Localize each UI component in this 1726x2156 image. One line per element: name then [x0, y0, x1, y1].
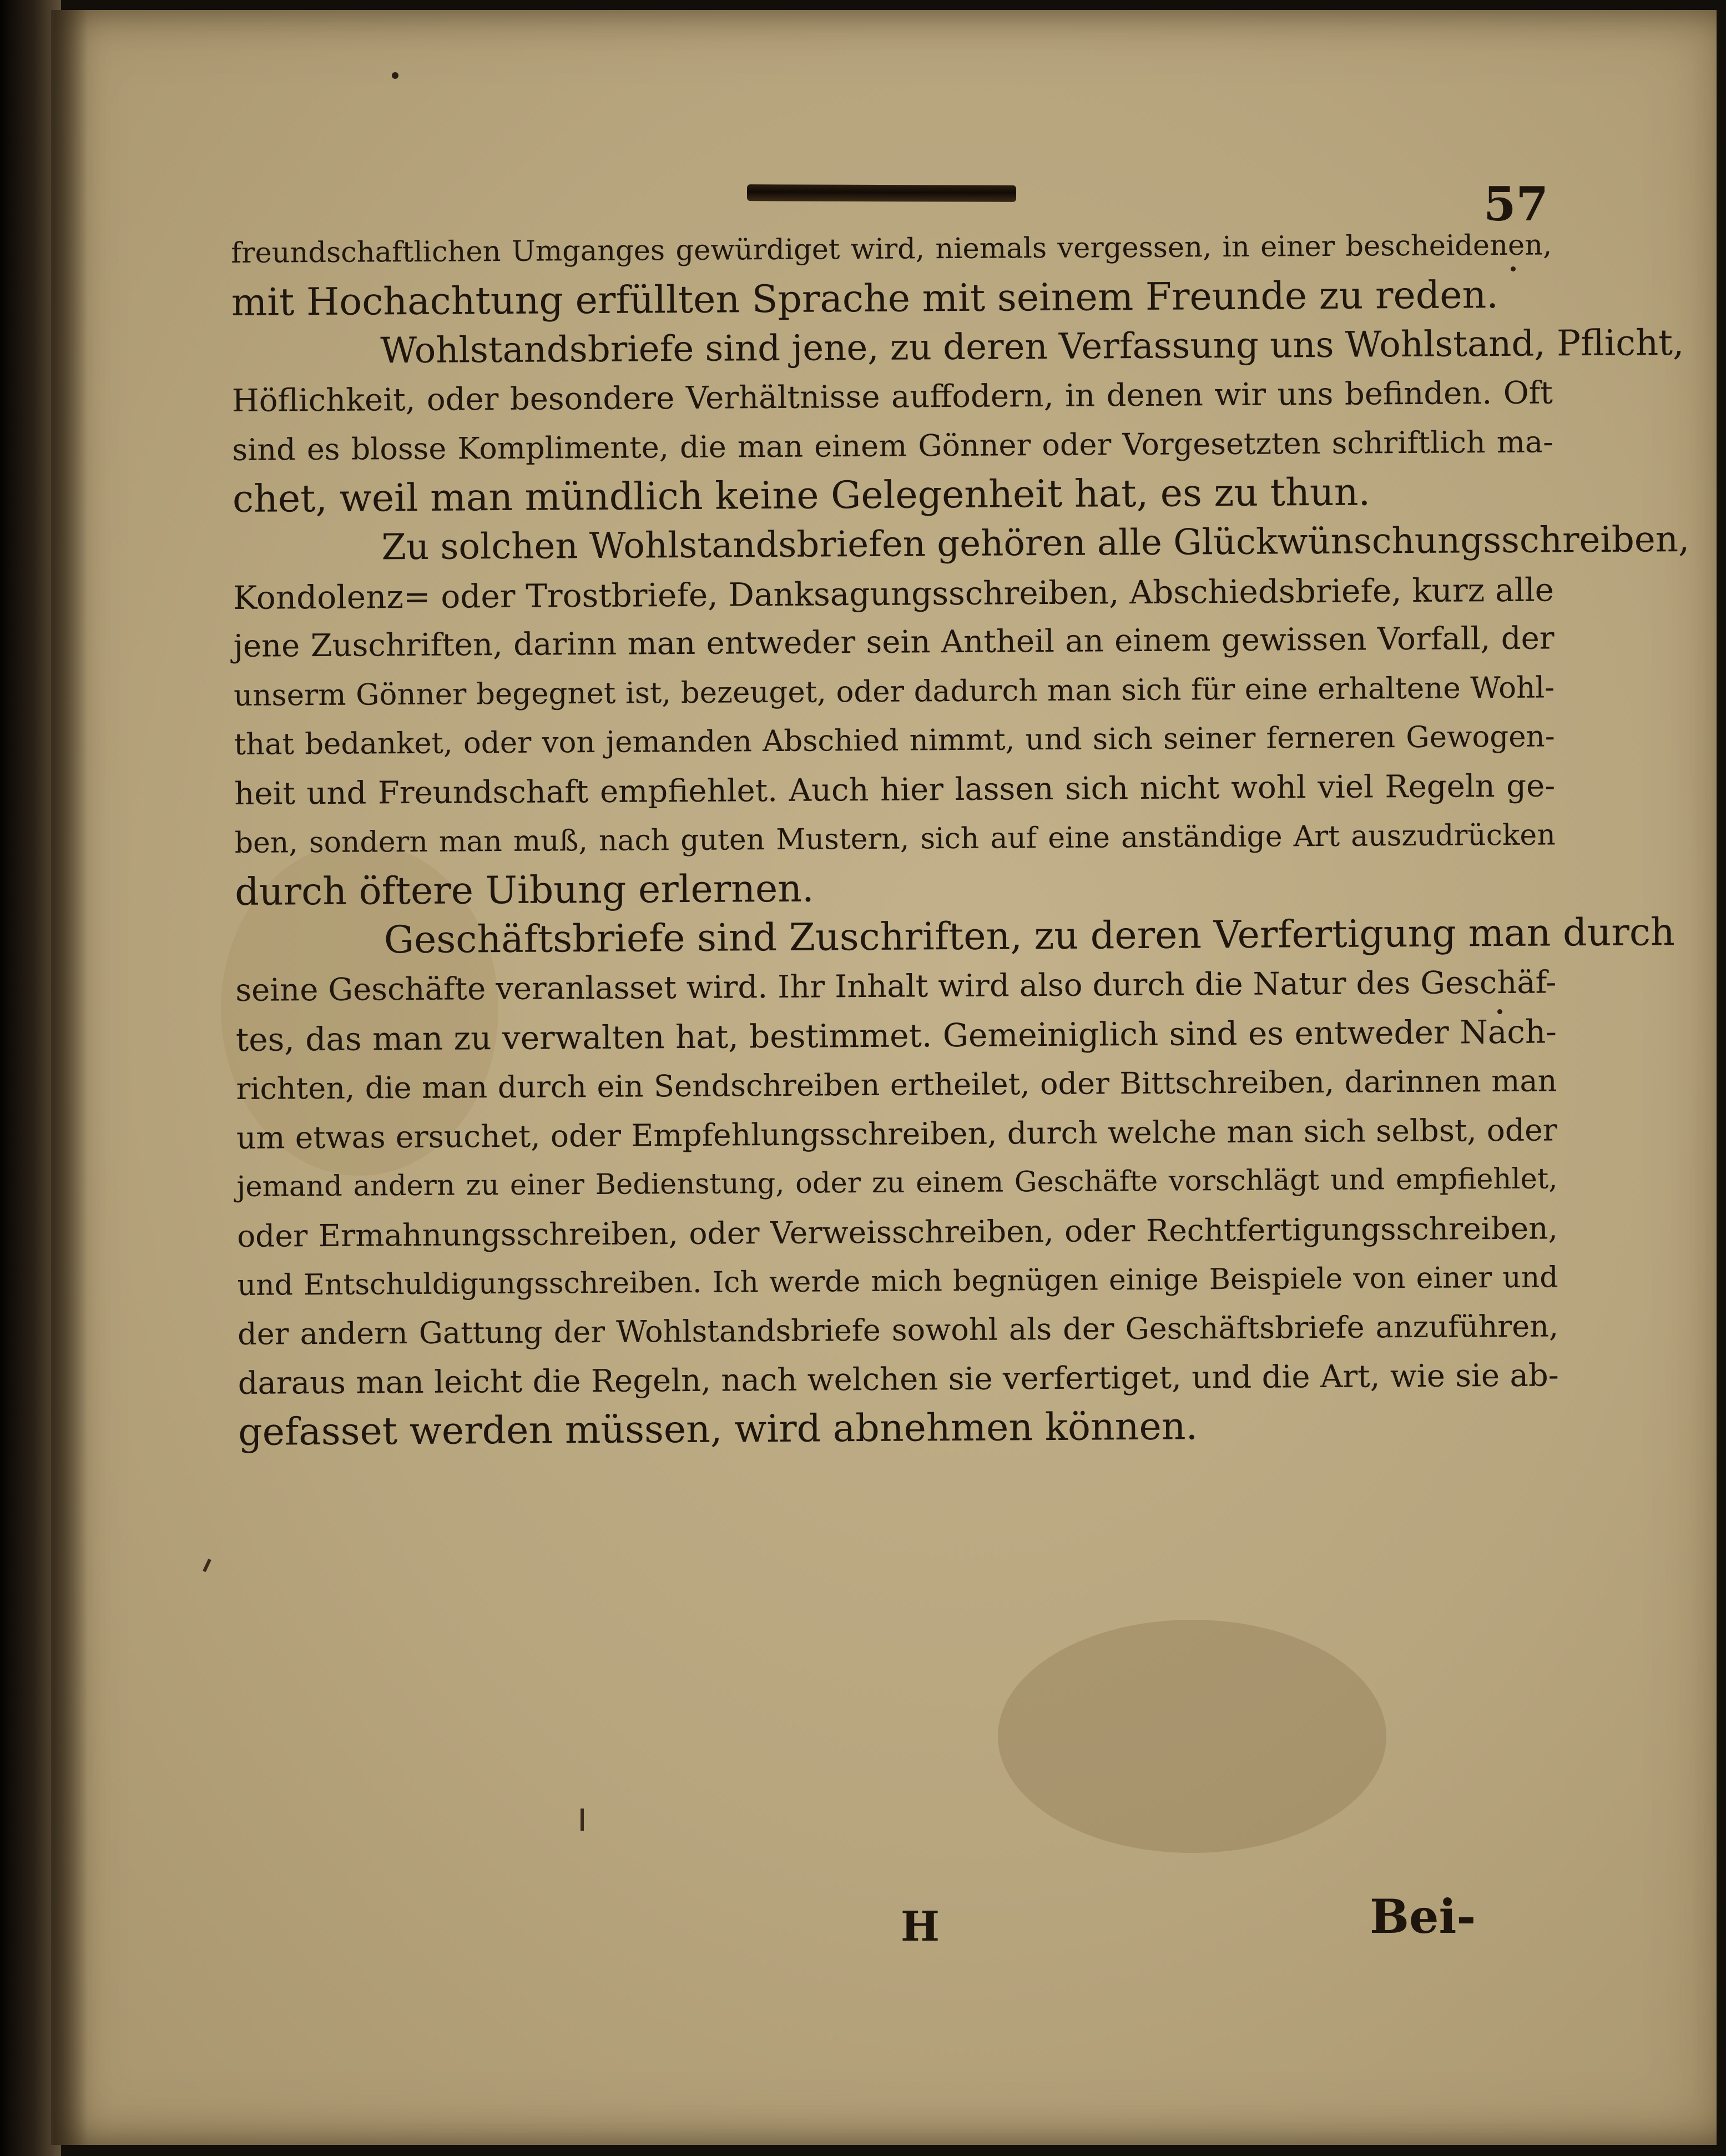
paragraph-2: [231, 319, 1684, 376]
book-page: [51, 10, 1717, 2145]
text-line: und Entschuldigungsschreiben. Ich werde mich begnügen einige Beispiele von einer und: [237, 1260, 1558, 1302]
paragraph-3: [233, 516, 1690, 573]
text-line: Geschäftsbriefe sind Zuschriften, zu deren Verfertigung man durch: [383, 910, 1675, 963]
catchword: Bei-: [1370, 1889, 1476, 1944]
text-line: Zu solchen Wohlstandsbriefen gehören alle Glückwünschungsschreiben,: [381, 518, 1690, 568]
ink-mark: [581, 1809, 584, 1831]
text-line: freundschaftlichen Umganges gewürdiget wird, niemals vergessen, in einer bescheidenen,: [231, 229, 1552, 270]
text-line: daraus man leicht die Regeln, nach welchen sie verfertiget, und die Art, wie sie ab-: [238, 1357, 1559, 1402]
paragraph-3-cont: [233, 565, 1556, 917]
text-line: um etwas ersuchet, oder Empfehlungsschreiben, durch welche man sich selbst, oder: [236, 1112, 1558, 1156]
ink-speck: [392, 72, 398, 79]
header-rule: [747, 184, 1016, 202]
text-line: gefasset werden müssen, wird abnehmen können.: [238, 1404, 1198, 1454]
body-text: [231, 221, 1690, 1457]
paragraph-4-cont: [235, 958, 1559, 1458]
ink-mark: [203, 1559, 211, 1572]
text-line: ben, sondern man muß, nach guten Mustern, sich auf eine anständige Art auszudrücken: [234, 818, 1556, 860]
text-line: seine Geschäfte veranlasset wird. Ihr Inhalt wird also durch die Natur des Geschäf-: [235, 964, 1557, 1009]
text-line: heit und Freundschaft empfiehlet. Auch hier lassen sich nicht wohl viel Regeln ge-: [234, 767, 1556, 812]
text-line: oder Ermahnungsschreiben, oder Verweisschreiben, oder Rechtfertigungsschreiben,: [236, 1210, 1558, 1254]
text-line: jemand andern zu einer Bedienstung, oder zu einem Geschäfte vorschlägt und empfiehlet,: [236, 1162, 1558, 1203]
text-line: mit Hochachtung erfüllten Sprache mit seinem Freunde zu reden.: [231, 273, 1499, 325]
gutter-shadow: [54, 10, 88, 2145]
paragraph-4: [235, 909, 1675, 966]
text-line: Höflichkeit, oder besondere Verhältnisse auffodern, in denen wir uns befinden. Oft: [231, 374, 1553, 419]
text-line: sind es blosse Komplimente, die man einem Gönner oder Vorgesetzten schriftlich ma-: [232, 424, 1553, 467]
text-line: der andern Gattung der Wohlstandsbriefe sowohl als der Geschäftsbriefe anzuführen,: [237, 1308, 1559, 1352]
text-line: Kondolenz= oder Trostbriefe, Danksagungsschreiben, Abschiedsbriefe, kurz alle: [233, 570, 1555, 617]
page-number: 57: [1483, 177, 1548, 231]
signature-mark: H: [901, 1903, 940, 1951]
text-line: chet, weil man mündlich keine Gelegenheit hat, es zu thun.: [232, 470, 1371, 521]
paper-stain: [998, 1620, 1386, 1853]
text-line: richten, die man durch ein Sendschreiben ertheilet, oder Bittschreiben, darinnen man: [236, 1062, 1557, 1106]
text-line: unserm Gönner begegnet ist, bezeuget, oder dadurch man sich für eine erhaltene Wohl-: [233, 670, 1555, 713]
paragraph-2-cont: [232, 369, 1554, 524]
text-line: that bedanket, oder von jemanden Abschied nimmt, und sich seiner ferneren Gewogen-: [234, 719, 1555, 762]
text-line: durch öftere Uibung erlernen.: [235, 867, 814, 914]
text-line: jene Zuschriften, darinn man entweder sein Antheil an einem gewissen Vorfall, der: [233, 620, 1555, 664]
text-line: tes, das man zu verwalten hat, bestimmet. Gemeiniglich sind es entweder Nach-: [235, 1012, 1557, 1059]
text-line: Wohlstandsbriefe sind jene, zu deren Verfassung uns Wohlstand, Pflicht,: [380, 323, 1684, 372]
paragraph-1: [231, 221, 1552, 328]
